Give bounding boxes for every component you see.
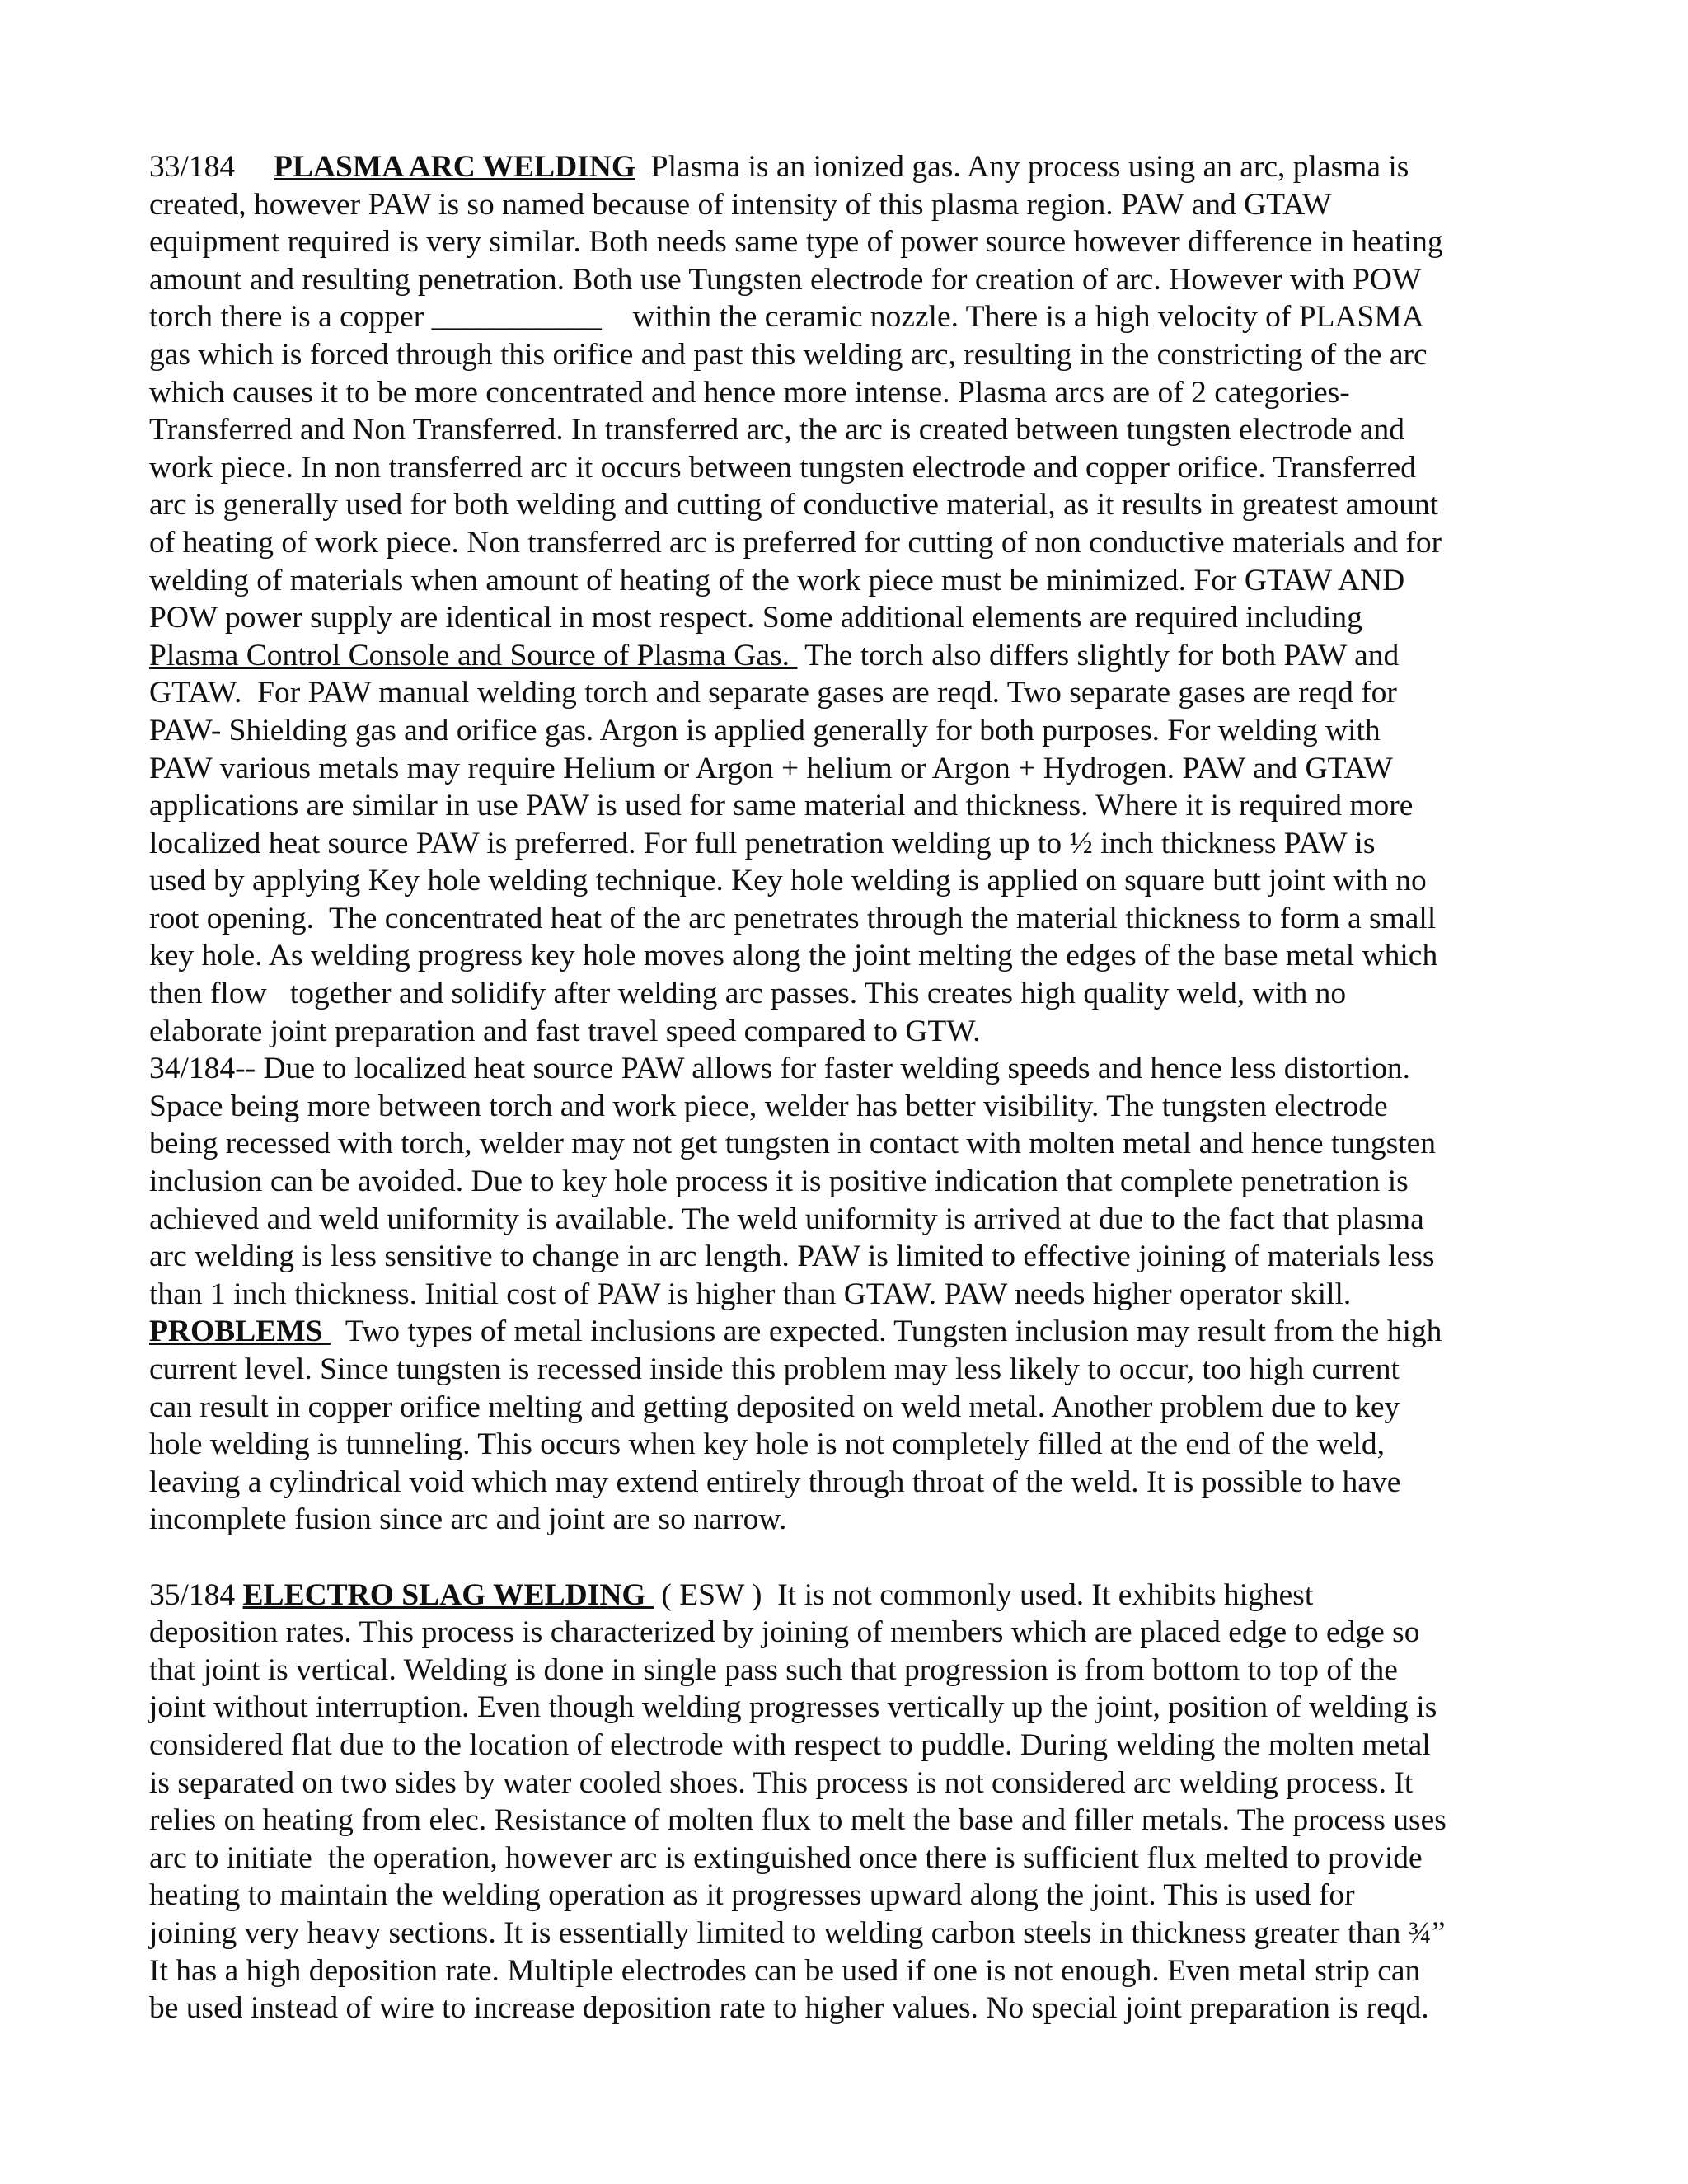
line-text: joint without interruption. Even though welding progresses vertically up the joint, position of welding is bbox=[149, 1690, 1437, 1725]
line-text: PAW- Shielding gas and orifice gas. Argon is applied generally for both purposes. For welding with bbox=[149, 713, 1381, 748]
line-text: inclusion can be avoided. Due to key hole process it is positive indication that complete penetration is bbox=[149, 1165, 1409, 1199]
section-electro-slag-welding bbox=[149, 1577, 1550, 2027]
text-line bbox=[149, 637, 1550, 675]
text-line bbox=[149, 825, 1550, 863]
text-line bbox=[149, 261, 1550, 299]
line-text: Two types of metal inclusions are expected. Tungsten inclusion may result from the high bbox=[330, 1315, 1442, 1349]
text-line bbox=[149, 900, 1550, 938]
line-text: used by applying Key hole welding technique. Key hole welding is applied on square butt joint with no bbox=[149, 864, 1427, 898]
line-text: ( ESW ) It is not commonly used. It exhibits highest bbox=[653, 1577, 1314, 1612]
document-page bbox=[149, 148, 1550, 2027]
line-text: hole welding is tunneling. This occurs when key hole is not completely filled at the end of the weld, bbox=[149, 1427, 1385, 1462]
text-line bbox=[149, 1426, 1550, 1464]
line-text: than 1 inch thickness. Initial cost of PAW is higher than GTAW. PAW needs higher operator skill. bbox=[149, 1277, 1352, 1311]
line-text: that joint is vertical. Welding is done in single pass such that progression is from bottom to top of the bbox=[149, 1652, 1398, 1687]
line-text: It has a high deposition rate. Multiple electrodes can be used if one is not enough. Even metal strip can bbox=[149, 1953, 1421, 1988]
paragraph-gap bbox=[149, 1539, 1550, 1577]
line-text: created, however PAW is so named because of intensity of this plasma region. PAW and GTAW bbox=[149, 187, 1332, 222]
text-line bbox=[149, 1313, 1550, 1351]
text-line bbox=[149, 1351, 1550, 1389]
section-heading: ELECTRO SLAG WELDING bbox=[242, 1577, 654, 1612]
line-text: applications are similar in use PAW is used for same material and thickness. Where it is required more bbox=[149, 789, 1414, 823]
text-line bbox=[149, 374, 1550, 412]
text-line bbox=[149, 186, 1550, 224]
text-line bbox=[149, 1802, 1550, 1840]
text-line bbox=[149, 1389, 1550, 1427]
line-text: localized heat source PAW is preferred. For full penetration welding up to ½ inch thickness PAW is bbox=[149, 826, 1376, 860]
text-line bbox=[149, 862, 1550, 900]
line-text: arc is generally used for both welding and cutting of conductive material, as it results in greatest amount bbox=[149, 488, 1439, 523]
text-line bbox=[149, 223, 1550, 261]
line-text: elaborate joint preparation and fast travel speed compared to GTW. bbox=[149, 1014, 981, 1048]
line-text: 34/184-- Due to localized heat source PAW allows for faster welding speeds and hence less distortion. bbox=[149, 1052, 1410, 1086]
text-line bbox=[149, 1501, 1550, 1539]
section-paw-continued bbox=[149, 1050, 1550, 1539]
line-text: which causes it to be more concentrated and hence more intense. Plasma arcs are of 2 categories- bbox=[149, 375, 1350, 410]
line-text: within the ceramic nozzle. There is a high velocity of PLASMA bbox=[601, 300, 1424, 335]
text-line bbox=[149, 298, 1550, 336]
text-line bbox=[149, 1088, 1550, 1126]
text-line bbox=[149, 1990, 1550, 2027]
underlined-text: Plasma Control Console and Source of Plasma Gas. bbox=[149, 638, 798, 673]
line-text: Plasma is an ionized gas. Any process using an arc, plasma is bbox=[635, 150, 1409, 184]
text-line bbox=[149, 1276, 1550, 1314]
text-line bbox=[149, 1952, 1550, 1990]
text-line bbox=[149, 937, 1550, 975]
text-line bbox=[149, 1652, 1550, 1690]
text-line bbox=[149, 1915, 1550, 1952]
section-plasma-arc-welding bbox=[149, 148, 1550, 1050]
text-line bbox=[149, 975, 1550, 1013]
text-line bbox=[149, 1765, 1550, 1802]
text-line bbox=[149, 486, 1550, 524]
text-line bbox=[149, 1238, 1550, 1276]
text-line bbox=[149, 1614, 1550, 1652]
text-line bbox=[149, 1577, 1550, 1615]
line-text: being recessed with torch, welder may not get tungsten in contact with molten metal and hence tungsten bbox=[149, 1127, 1437, 1161]
line-text: be used instead of wire to increase deposition rate to higher values. No special joint preparation is reqd. bbox=[149, 1991, 1429, 2026]
line-text: joining very heavy sections. It is essentially limited to welding carbon steels in thickness greater than ¾” bbox=[149, 1915, 1446, 1950]
text-line bbox=[149, 1163, 1550, 1201]
text-line bbox=[149, 1013, 1550, 1051]
line-text: considered flat due to the location of electrode with respect to puddle. During welding the molten metal bbox=[149, 1727, 1431, 1762]
line-text: arc to initiate the operation, however arc is extinguished once there is sufficient flux melted to provide bbox=[149, 1840, 1423, 1875]
text-line bbox=[149, 1727, 1550, 1765]
text-line bbox=[149, 1689, 1550, 1727]
line-text: POW power supply are identical in most respect. Some additional elements are required including bbox=[149, 601, 1362, 635]
line-text: heating to maintain the welding operation as it progresses upward along the joint. This is used for bbox=[149, 1878, 1355, 1913]
line-text: torch there is a copper bbox=[149, 300, 432, 335]
line-text: work piece. In non transferred arc it occurs between tungsten electrode and copper orifice. Transferred bbox=[149, 450, 1416, 485]
line-text: then flow together and solidify after welding arc passes. This creates high quality weld, with no bbox=[149, 977, 1347, 1011]
line-text: equipment required is very similar. Both needs same type of power source however difference in heating bbox=[149, 225, 1443, 260]
line-text: achieved and weld uniformity is available. The weld uniformity is arrived at due to the fact that plasma bbox=[149, 1202, 1424, 1236]
text-line bbox=[149, 674, 1550, 712]
section-heading: PROBLEMS bbox=[149, 1315, 331, 1349]
text-line bbox=[149, 712, 1550, 750]
line-text: 35/184 bbox=[149, 1577, 243, 1612]
text-line bbox=[149, 787, 1550, 825]
line-text: gas which is forced through this orifice and past this welding arc, resulting in the constricting of the arc bbox=[149, 337, 1428, 372]
line-text: leaving a cylindrical void which may extend entirely through throat of the weld. It is possible to have bbox=[149, 1465, 1401, 1499]
line-text: PAW various metals may require Helium or Argon + helium or Argon + Hydrogen. PAW and GTAW bbox=[149, 751, 1393, 785]
line-text: welding of materials when amount of heating of the work piece must be minimized. For GTAW AND bbox=[149, 563, 1405, 598]
text-line bbox=[149, 1125, 1550, 1163]
line-text: 33/184 bbox=[149, 150, 274, 184]
text-line bbox=[149, 1050, 1550, 1088]
line-text: of heating of work piece. Non transferred arc is preferred for cutting of non conductive materials and for bbox=[149, 525, 1442, 560]
section-heading: PLASMA ARC WELDING bbox=[274, 150, 636, 184]
line-text: arc welding is less sensitive to change in arc length. PAW is limited to effective joining of materials less bbox=[149, 1240, 1435, 1274]
text-line bbox=[149, 1877, 1550, 1915]
line-text: The torch also differs slightly for both PAW and bbox=[797, 638, 1400, 673]
text-line bbox=[149, 524, 1550, 562]
line-text: key hole. As welding progress key hole moves along the joint melting the edges of the base metal which bbox=[149, 939, 1438, 973]
text-line bbox=[149, 148, 1550, 186]
fill-in-blank: ___________ bbox=[431, 300, 602, 335]
text-line bbox=[149, 599, 1550, 637]
line-text: current level. Since tungsten is recessed inside this problem may less likely to occur, too high current bbox=[149, 1352, 1400, 1386]
line-text: is separated on two sides by water cooled shoes. This process is not considered arc welding process. It bbox=[149, 1765, 1414, 1800]
line-text: Space being more between torch and work piece, welder has better visibility. The tungsten electrode bbox=[149, 1089, 1388, 1123]
text-line bbox=[149, 750, 1550, 788]
text-line bbox=[149, 336, 1550, 374]
text-line bbox=[149, 411, 1550, 449]
line-text: incomplete fusion since arc and joint are so narrow. bbox=[149, 1502, 787, 1537]
line-text: root opening. The concentrated heat of the arc penetrates through the material thickness to form a small bbox=[149, 901, 1437, 935]
line-text: deposition rates. This process is characterized by joining of members which are placed edge to edge so bbox=[149, 1615, 1420, 1650]
text-line bbox=[149, 449, 1550, 487]
line-text: GTAW. For PAW manual welding torch and separate gases are reqd. Two separate gases are reqd for bbox=[149, 676, 1397, 710]
line-text: relies on heating from elec. Resistance of molten flux to melt the base and filler metals. The process uses bbox=[149, 1803, 1447, 1838]
text-line bbox=[149, 1201, 1550, 1239]
line-text: Transferred and Non Transferred. In transferred arc, the arc is created between tungsten electrode and bbox=[149, 413, 1404, 448]
text-line bbox=[149, 1840, 1550, 1877]
text-line bbox=[149, 562, 1550, 600]
text-line bbox=[149, 1464, 1550, 1502]
line-text: can result in copper orifice melting and getting deposited on weld metal. Another problem due to key bbox=[149, 1390, 1400, 1424]
line-text: amount and resulting penetration. Both use Tungsten electrode for creation of arc. However with POW bbox=[149, 262, 1422, 297]
